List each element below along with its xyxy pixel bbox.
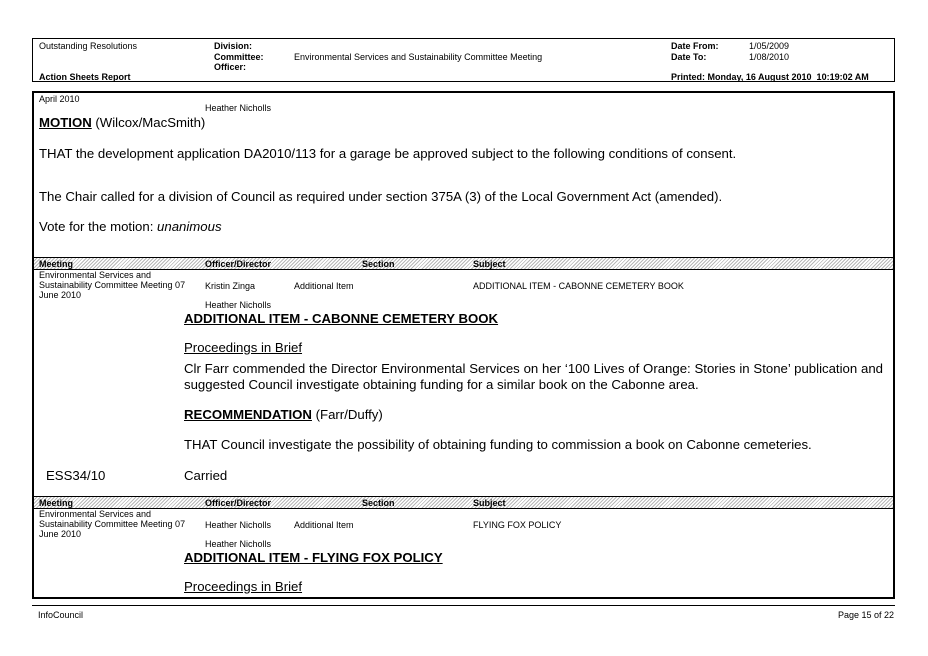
col-officer: Officer/Director	[205, 259, 272, 269]
item2-meeting-line: June 2010	[39, 529, 82, 539]
col-officer: Officer/Director	[205, 498, 272, 508]
item2-subject: FLYING FOX POLICY	[473, 520, 562, 530]
vote-value: unanimous	[157, 219, 222, 234]
item1-ref: ESS34/10	[46, 468, 106, 483]
col-meeting: Meeting	[39, 259, 74, 269]
item1-meeting-line: Environmental Services and	[39, 270, 152, 280]
item1-proceedings-heading: Proceedings in Brief	[184, 340, 303, 355]
item2-proceedings-heading: Proceedings in Brief	[184, 579, 303, 594]
block-date: April 2010	[39, 94, 80, 104]
item2-title: ADDITIONAL ITEM - FLYING FOX POLICY	[184, 550, 443, 565]
report-header	[32, 38, 895, 82]
motion-text: THAT the development application DA2010/113 for a garage be approved subject to the following conditions of consent.	[39, 146, 737, 161]
action-sheet-body	[32, 91, 895, 599]
item2-officer: Heather Nicholls	[205, 520, 272, 530]
item1-proceedings-text: Clr Farr commended the Director Environmental Services on her ‘100 Lives of Orange: Stories in Stone’ publication and suggested Council investigate obtaining funding for a similar book on the Cabonne area.	[184, 361, 883, 392]
date-to-value: 1/08/2010	[749, 52, 790, 62]
committee-value: Environmental Services and Sustainability Committee Meeting	[294, 52, 543, 62]
committee-label: Committee:	[214, 52, 264, 62]
printed-value: Monday, 16 August 2010 10:19:02 AM	[707, 72, 869, 82]
col-subject: Subject	[473, 498, 506, 508]
block-officer: Heather Nicholls	[205, 103, 272, 113]
recommendation-label: RECOMMENDATION	[184, 407, 312, 422]
footer-rule	[32, 605, 895, 606]
item1-recommendation-text: THAT Council investigate the possibility of obtaining funding to commission a book on Cabonne cemeteries.	[184, 437, 812, 452]
motion-movers: (Wilcox/MacSmith)	[91, 115, 206, 130]
page-number: Page 15 of 22	[837, 610, 894, 620]
date-from-value: 1/05/2009	[749, 41, 790, 51]
column-header-bar	[34, 496, 893, 509]
vote-label: Vote for the motion:	[39, 219, 158, 234]
item2-officer2: Heather Nicholls	[205, 539, 272, 549]
report-type: Action Sheets Report	[39, 72, 131, 82]
date-to-label: Date To:	[671, 52, 707, 62]
item1-title: ADDITIONAL ITEM - CABONNE CEMETERY BOOK	[184, 311, 499, 326]
item1-officer2: Heather Nicholls	[205, 300, 272, 310]
printed-line	[671, 72, 869, 82]
item1-meeting-line: Sustainability Committee Meeting 07	[39, 280, 186, 290]
column-header-bar	[34, 257, 893, 270]
vote-line	[39, 219, 222, 235]
motion-label: MOTION	[39, 115, 92, 130]
item1-section: Additional Item	[294, 281, 354, 291]
date-from-label: Date From:	[671, 41, 719, 51]
recommendation-movers: (Farr/Duffy)	[311, 407, 383, 422]
report-name: Outstanding Resolutions	[39, 41, 138, 51]
item2-meeting-line: Environmental Services and	[39, 509, 152, 519]
item2-section: Additional Item	[294, 520, 354, 530]
item1-officer: Kristin Zinga	[205, 281, 256, 291]
footer-left: InfoCouncil	[38, 610, 84, 620]
item2-meeting-line: Sustainability Committee Meeting 07	[39, 519, 186, 529]
printed-label: Printed:	[671, 72, 706, 82]
motion-heading	[39, 115, 205, 131]
item2-meeting	[39, 509, 185, 539]
col-section: Section	[362, 259, 395, 269]
item1-meeting-line: June 2010	[39, 290, 82, 300]
col-section: Section	[362, 498, 395, 508]
division-text: The Chair called for a division of Council as required under section 375A (3) of the Local Government Act (amended).	[39, 189, 723, 204]
item1-result: Carried	[184, 468, 228, 483]
item1-subject: ADDITIONAL ITEM - CABONNE CEMETERY BOOK	[473, 281, 684, 291]
division-label: Division:	[214, 41, 253, 51]
item1-recommendation-heading	[184, 407, 383, 423]
item1-meeting	[39, 270, 185, 300]
officer-label: Officer:	[214, 62, 247, 72]
col-subject: Subject	[473, 259, 506, 269]
col-meeting: Meeting	[39, 498, 74, 508]
